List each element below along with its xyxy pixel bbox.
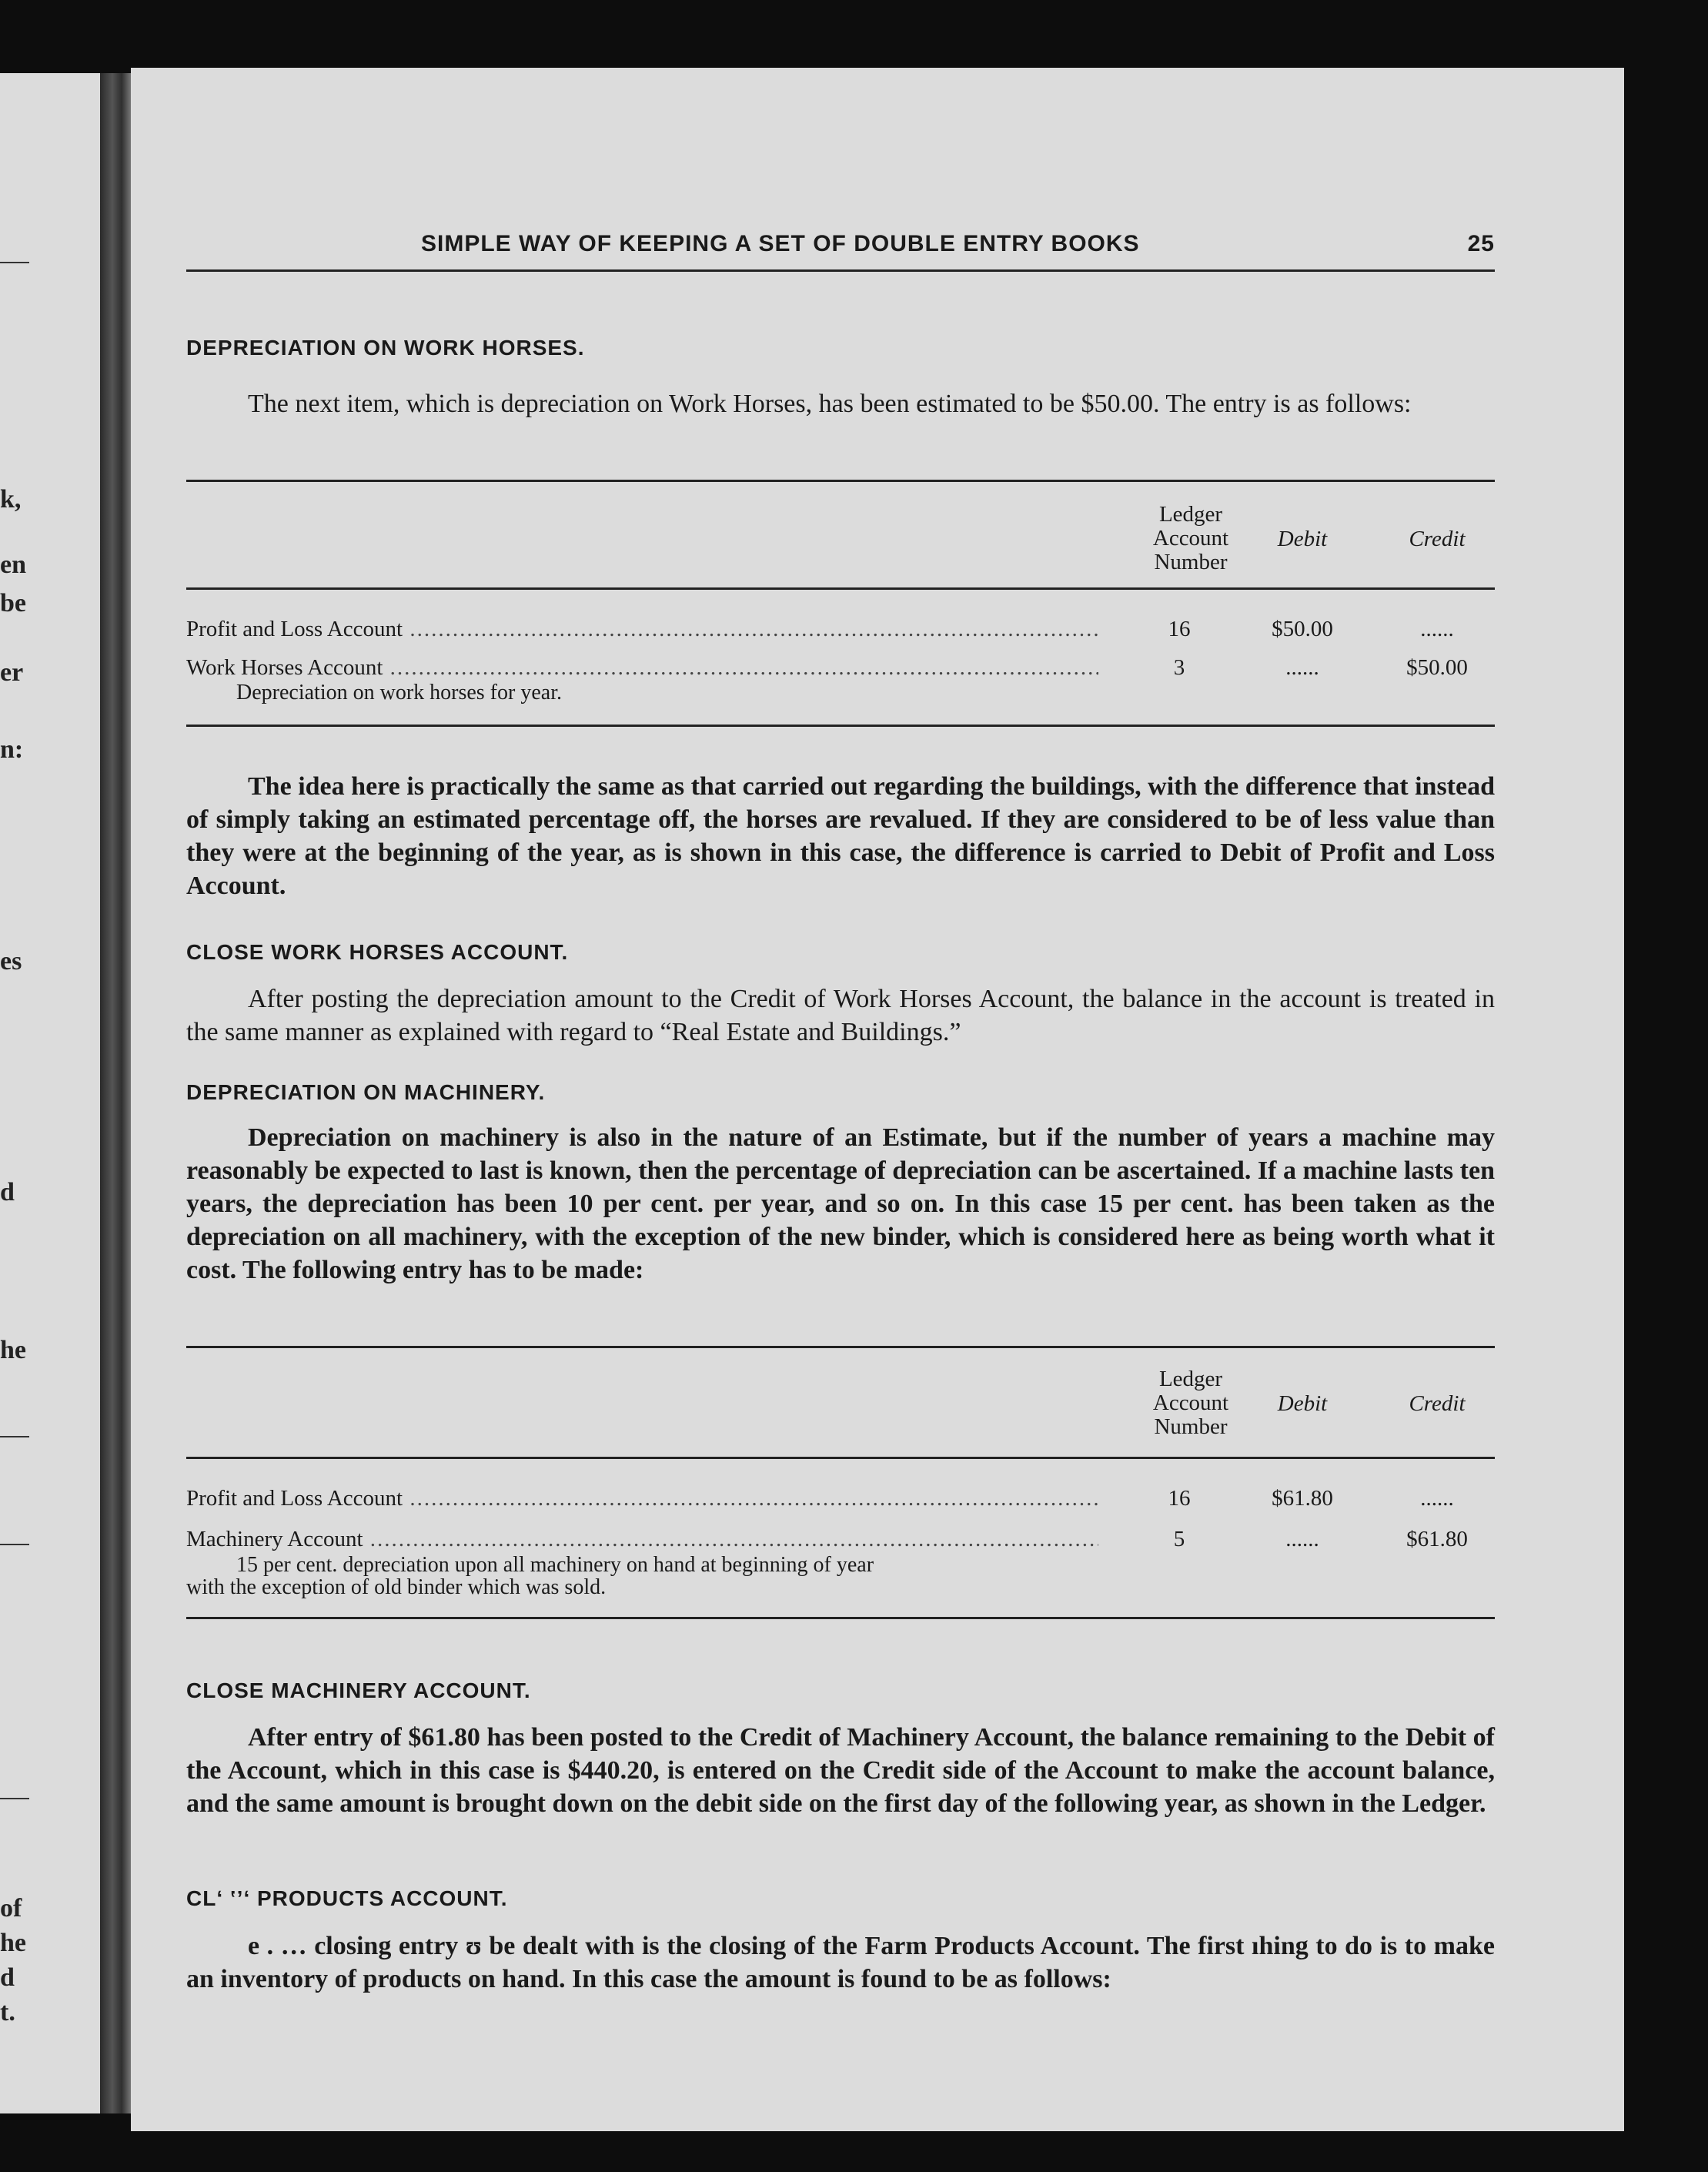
ledger-number: 16 — [1168, 617, 1191, 641]
ledger-number: 16 — [1168, 1486, 1191, 1511]
ledger-header-line: Ledger — [1158, 502, 1223, 527]
account-name: Profit and Loss Account ..... — [186, 617, 1098, 642]
left-fragment: en — [0, 551, 26, 579]
ledger-number: 5 — [1173, 1527, 1185, 1551]
table-rule — [186, 1346, 1495, 1348]
left-divider — [0, 1544, 29, 1545]
paragraph — [186, 1721, 1495, 1820]
account-name: Machinery Account ..... — [186, 1527, 1098, 1552]
page-number: 25 — [1467, 231, 1495, 256]
ledger-column-header — [1148, 1367, 1233, 1439]
paragraph-text: After entry of $61.80 has been posted to the Credit of Machinery Account, the balance remaining to the Debit of the Account, which in this case is $440.20, is entered on the Credit side of the Account to make the account balance, and the same amount is brought down on the debit side on the first day of the following year, as shown in the Ledger. — [186, 1723, 1495, 1818]
book-page — [131, 68, 1624, 2131]
ledger-header-line: Account — [1152, 1391, 1229, 1415]
section-heading: CLOSE WORK HORSES ACCOUNT. — [186, 940, 569, 964]
entry-narration: with the exception of old binder which was sold. — [186, 1575, 607, 1599]
debit-amount: ...... — [1285, 1527, 1319, 1551]
table-rule — [186, 480, 1495, 482]
left-fragment: he — [0, 1336, 26, 1364]
credit-amount: ...... — [1420, 617, 1454, 641]
section-heading: CLʻ ʽʼʻ PRODUCTS ACCOUNT. — [186, 1886, 508, 1910]
paragraph-text: e . … closing entry ʊ be dealt with is the closing of the Farm Products Account. The first ıhing to do is to make an inventory of products on hand. In this case the amount is found to be as follows: — [186, 1932, 1495, 1993]
ledger-number: 3 — [1173, 655, 1185, 680]
credit-column-header: Credit — [1409, 527, 1466, 551]
paragraph-text: The next item, which is depreciation on Work Horses, has been estimated to be $50.00. The entry is as follows: — [248, 390, 1412, 418]
entry-narration: 15 per cent. depreciation upon all machinery on hand at beginning of year — [236, 1553, 874, 1577]
debit-amount: $61.80 — [1272, 1486, 1333, 1511]
table-rule — [186, 587, 1495, 590]
paragraph — [186, 982, 1495, 1049]
paragraph-text: After posting the depreciation amount to the Credit of Work Horses Account, the balance in the account is treated in the same manner as explained with regard to “Real Estate and Buildings.” — [186, 985, 1495, 1046]
credit-column-header: Credit — [1409, 1391, 1466, 1416]
debit-column-header: Debit — [1277, 1391, 1328, 1416]
left-fragment: of — [0, 1894, 22, 1923]
left-fragment: es — [0, 947, 22, 976]
section-heading: DEPRECIATION ON MACHINERY. — [186, 1080, 546, 1104]
paragraph — [186, 387, 1495, 420]
paragraph-text: The idea here is practically the same as that carried out regarding the buildings, with the difference that instead of simply taking an estimated percentage off, the horses are revalued. If they are considered to be of less value than they were at the beginning of the year, as is shown in this case, the difference is carried to Debit of Profit and Loss Account. — [186, 772, 1495, 900]
table-row — [186, 617, 1495, 648]
account-name: Profit and Loss Account ..... — [186, 1486, 1098, 1511]
left-divider — [0, 1436, 29, 1437]
table-rule — [186, 1457, 1495, 1459]
left-divider — [0, 1798, 29, 1799]
running-header — [186, 231, 1495, 266]
credit-amount: $61.80 — [1406, 1527, 1468, 1551]
credit-amount: ...... — [1420, 1486, 1454, 1511]
left-divider — [0, 262, 29, 263]
debit-amount: $50.00 — [1272, 617, 1333, 641]
left-fragment: d — [0, 1178, 15, 1206]
paragraph-text: Depreciation on machinery is also in the nature of an Estimate, but if the number of years a machine may reasonably be expected to last is known, then the percentage of depreciation can be ascertained. If a machine lasts ten years, the depreciation has been 10 per cent. per year, and so on. In this case 15 per cent. has been taken as the depreciation on all machinery, with the exception of the new binder, which is considered here as being worth what it cost. The following entry has to be made: — [186, 1123, 1495, 1284]
header-rule — [186, 269, 1495, 272]
left-facing-page — [0, 73, 100, 2113]
table-row — [186, 1486, 1495, 1517]
table-rule — [186, 725, 1495, 727]
ledger-header-line: Account — [1152, 526, 1229, 551]
debit-column-header: Debit — [1277, 527, 1328, 551]
left-fragment: k, — [0, 485, 22, 514]
debit-amount: ...... — [1285, 655, 1319, 680]
left-fragment: n: — [0, 735, 24, 764]
paragraph — [186, 770, 1495, 902]
left-fragment: he — [0, 1929, 26, 1957]
section-heading: DEPRECIATION ON WORK HORSES. — [186, 336, 585, 360]
paragraph — [186, 1121, 1495, 1287]
credit-amount: $50.00 — [1406, 655, 1468, 680]
left-fragment: be — [0, 589, 26, 617]
table-rule — [186, 1617, 1495, 1619]
left-fragment: er — [0, 658, 24, 687]
entry-narration: Depreciation on work horses for year. — [236, 681, 562, 704]
account-name: Work Horses Account ..... — [186, 655, 1098, 681]
ledger-header-line: Number — [1154, 550, 1228, 574]
running-title: SIMPLE WAY OF KEEPING A SET OF DOUBLE ENTRY BOOKS — [421, 231, 1140, 256]
ledger-header-line: Ledger — [1158, 1367, 1223, 1391]
ledger-header-line: Number — [1154, 1414, 1228, 1439]
left-fragment: t. — [0, 1998, 15, 2026]
left-fragment: d — [0, 1963, 15, 1992]
section-heading: CLOSE MACHINERY ACCOUNT. — [186, 1678, 531, 1702]
paragraph — [186, 1929, 1495, 1996]
book-gutter — [100, 73, 131, 2113]
ledger-column-header — [1148, 503, 1233, 574]
